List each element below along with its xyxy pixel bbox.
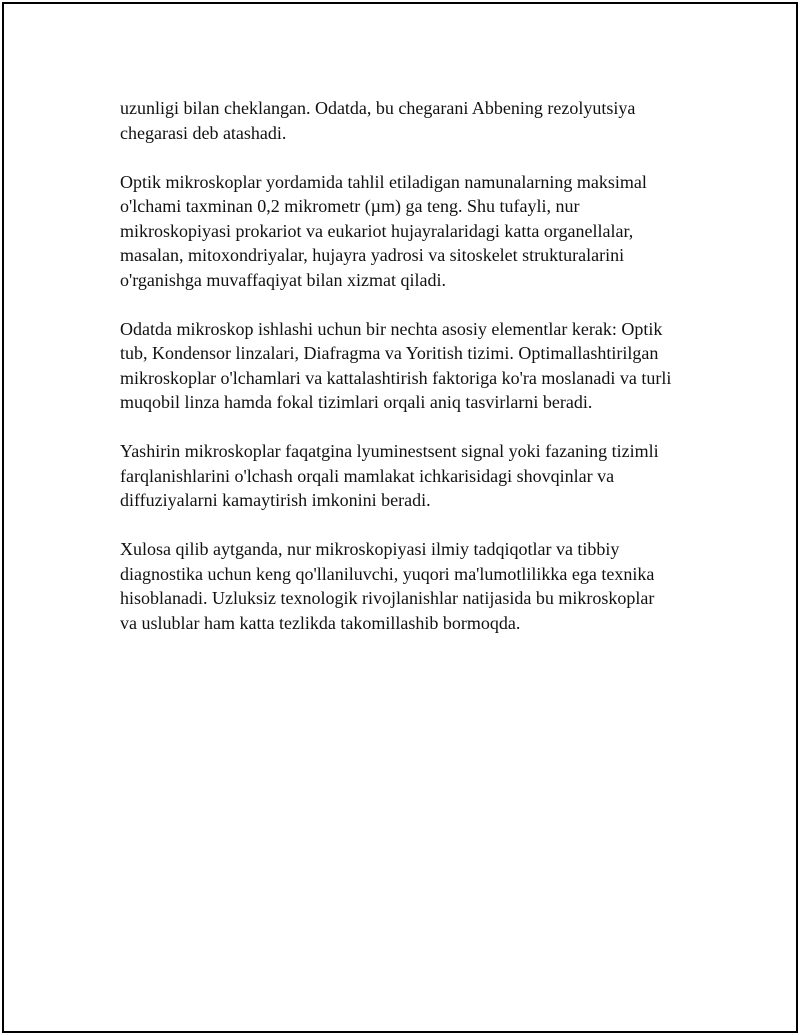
- text-line: uzunligi bilan cheklangan. Odatda, bu chegarani Abbening rezolyutsiya: [120, 98, 636, 118]
- document-body: [120, 96, 700, 660]
- text-line: farqlanishlarini o'lchash orqali mamlakat ichkarisidagi shovqinlar va: [120, 465, 615, 486]
- text-line: tub, Kondensor linzalari, Diafragma va Yoritish tizimi. Optimallashtirilgan: [120, 343, 659, 363]
- text-line: muqobil linza hamda fokal tizimlari orqali aniq tasvirlarni beradi.: [120, 392, 593, 412]
- text-line: o'rganishga muvaffaqiyat bilan xizmat qiladi.: [120, 269, 446, 290]
- paragraph-4: [120, 439, 700, 513]
- text-line: diffuziyalarni kamaytirish imkonini beradi.: [120, 490, 431, 510]
- text-line: Yashirin mikroskoplar faqatgina lyuminestsent signal yoki fazaning tizimli: [120, 441, 659, 461]
- text-line: chegarasi deb atashadi.: [120, 122, 287, 143]
- text-line: va uslublar ham katta tezlikda takomillashib bormoqda.: [120, 612, 521, 633]
- text-line: mikroskoplar o'lchamlari va kattalashtirish faktoriga ko'ra moslanadi va turli: [120, 367, 672, 388]
- text-line: diagnostika uchun keng qo'llaniluvchi, yuqori ma'lumotlilikka ega texnika: [120, 563, 655, 584]
- text-line: o'lchami taxminan 0,2 mikrometr (µm) ga teng. Shu tufayli, nur: [120, 196, 580, 216]
- paragraph-1: [120, 96, 700, 145]
- page-frame: [2, 2, 798, 1033]
- text-line: masalan, mitoxondriyalar, hujayra yadrosi va sitoskelet strukturalarini: [120, 245, 625, 265]
- text-line: mikroskopiyasi prokariot va eukariot hujayralaridagi katta organellalar,: [120, 220, 634, 241]
- paragraph-5: [120, 537, 700, 635]
- text-line: Optik mikroskoplar yordamida tahlil etiladigan namunalarning maksimal: [120, 171, 647, 192]
- text-line: Xulosa qilib aytganda, nur mikroskopiyasi ilmiy tadqiqotlar va tibbiy: [120, 539, 620, 559]
- text-line: Odatda mikroskop ishlashi uchun bir nechta asosiy elementlar kerak: Optik: [120, 318, 663, 339]
- paragraph-3: [120, 317, 700, 415]
- text-line: hisoblanadi. Uzluksiz texnologik rivojlanishlar natijasida bu mikroskoplar: [120, 588, 655, 608]
- paragraph-2: [120, 170, 700, 293]
